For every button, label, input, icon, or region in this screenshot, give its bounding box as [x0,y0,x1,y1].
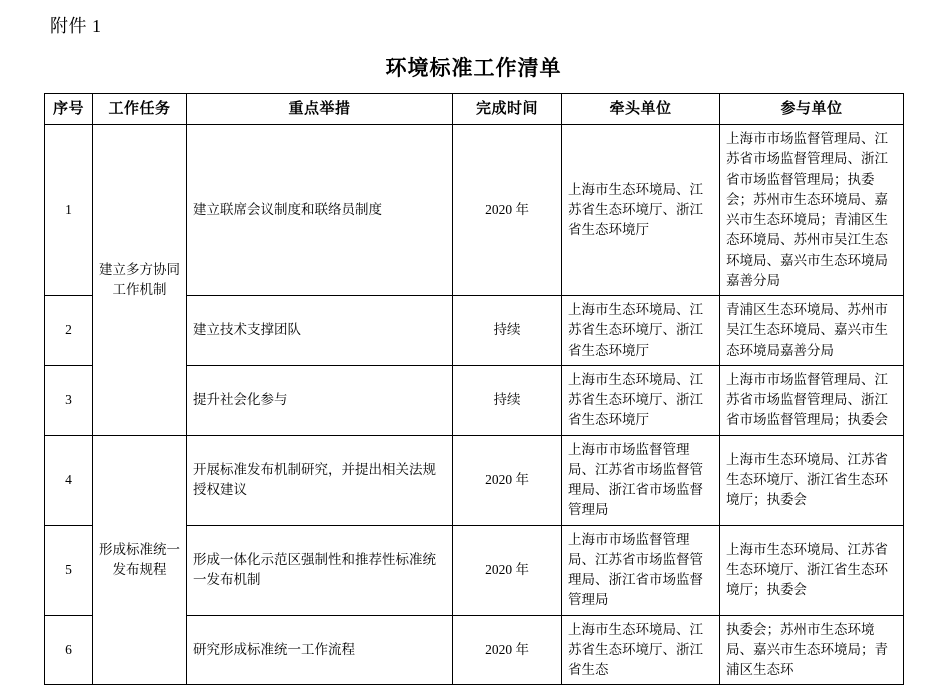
table-header-row [45,94,904,125]
column-header-task: 工作任务 [93,94,187,125]
cell-join: 上海市市场监督管理局、江苏省市场监督管理局、浙江省市场监督管理局；执委会 [720,365,904,435]
cell-join: 上海市生态环境局、江苏省生态环境厅、浙江省生态环境厅；执委会 [720,435,904,525]
column-header-measure: 重点举措 [187,94,453,125]
cell-measure: 建立技术支撑团队 [187,296,453,366]
cell-lead: 上海市生态环境局、江苏省生态环境厅、浙江省生态环境厅 [562,125,720,296]
cell-measure: 形成一体化示范区强制性和推荐性标准统一发布机制 [187,525,453,615]
cell-time: 2020 年 [453,435,562,525]
cell-index: 5 [45,525,93,615]
cell-time: 持续 [453,365,562,435]
cell-time: 2020 年 [453,615,562,685]
work-list-table [44,93,904,685]
cell-task-group: 建立多方协同工作机制 [93,125,187,436]
cell-lead: 上海市市场监督管理局、江苏省市场监督管理局、浙江省市场监督管理局 [562,435,720,525]
cell-join: 上海市市场监督管理局、江苏省市场监督管理局、浙江省市场监督管理局；执委会；苏州市生态环境局、嘉兴市生态环境局；青浦区生态环境局、苏州市吴江生态环境局、嘉兴市生态环境局嘉善分局 [720,125,904,296]
cell-index: 4 [45,435,93,525]
cell-measure: 提升社会化参与 [187,365,453,435]
cell-lead: 上海市生态环境局、江苏省生态环境厅、浙江省生态 [562,615,720,685]
cell-task-group: 形成标准统一发布规程 [93,435,187,685]
column-header-index: 序号 [45,94,93,125]
cell-measure: 开展标准发布机制研究，并提出相关法规授权建议 [187,435,453,525]
page-title: 环境标准工作清单 [385,56,562,80]
cell-join: 执委会；苏州市生态环境局、嘉兴市生态环境局；青浦区生态环 [720,615,904,685]
cell-measure: 研究形成标准统一工作流程 [187,615,453,685]
cell-time: 2020 年 [453,125,562,296]
cell-lead: 上海市市场监督管理局、江苏省市场监督管理局、浙江省市场监督管理局 [562,525,720,615]
cell-lead: 上海市生态环境局、江苏省生态环境厅、浙江省生态环境厅 [562,296,720,366]
cell-join: 青浦区生态环境局、苏州市吴江生态环境局、嘉兴市生态环境局嘉善分局 [720,296,904,366]
cell-index: 3 [45,365,93,435]
table-row [45,435,904,525]
column-header-lead: 牵头单位 [562,94,720,125]
column-header-join: 参与单位 [720,94,904,125]
column-header-time: 完成时间 [453,94,562,125]
cell-lead: 上海市生态环境局、江苏省生态环境厅、浙江省生态环境厅 [562,365,720,435]
cell-time: 2020 年 [453,525,562,615]
cell-measure: 建立联席会议制度和联络员制度 [187,125,453,296]
table-row [45,125,904,296]
cell-index: 2 [45,296,93,366]
cell-time: 持续 [453,296,562,366]
attachment-label: 附件 1 [50,16,102,36]
cell-index: 6 [45,615,93,685]
cell-join: 上海市生态环境局、江苏省生态环境厅、浙江省生态环境厅；执委会 [720,525,904,615]
cell-index: 1 [45,125,93,296]
